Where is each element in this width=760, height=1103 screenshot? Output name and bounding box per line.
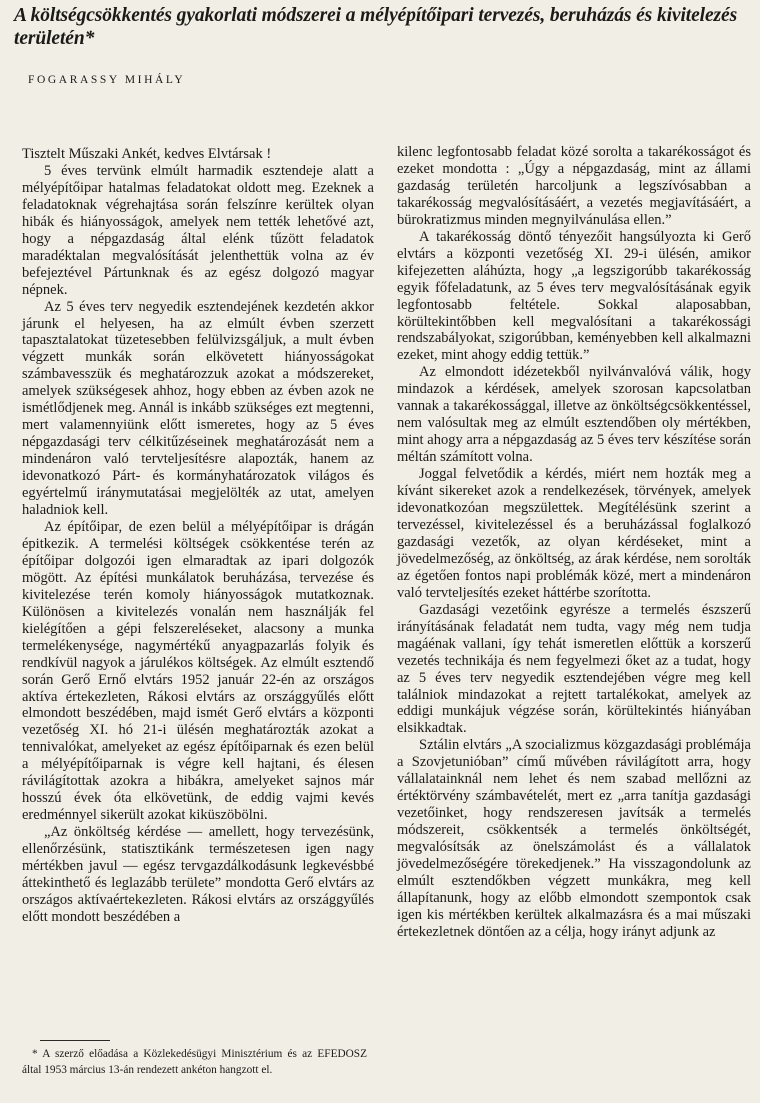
paragraph: Az elmondott idézetekből nyilvánvalóvá válik, hogy mindazok a kérdések, amelyek szorosan kapcsolatban vannak a takarékossággal, illetve az önköltségcsökkentéssel, nem valósultak meg az elmúlt esztendőben oly mértékben, mint ahogy arra a népgazdaság az 5 éves terv készítése során méltán számított volna. — [397, 364, 751, 466]
article-title: A költségcsökkentés gyakorlati módszerei a mélyépítőipari tervezés, beruházás és kivitelezés területén* — [14, 5, 738, 49]
paragraph: Sztálin elvtárs „A szocializmus közgazdasági problémája a Szovjetunióban” című művében rávilágított arra, hogy vállalatainknál nem lehet és nem szabad mellőzni az értéktörvény számbavételét, mert ez „arra tanítja gazdasági vezetőinket, hogy rendszeresen javítsák a termelés módszereit, csökkentsék a termelés önköltségét, megvalósítsák az önelszámolást és a vállalatok jövedelmezőségére törekedjenek.” Ha visszagondolunk az elmúlt esztendőkben végzett munkákra, meg kell állapítanunk, hogy az előbb elmondott szempontok csak igen kis mértékben kerültek alkalmazásra és a mai műszaki értekezletnek döntően az a célja, hogy irányt adjunk az — [397, 737, 751, 940]
footnote — [22, 1047, 367, 1078]
paragraph: Gazdasági vezetőink egyrésze a termelés észszerű irányításának feladatát nem tudta, vagy még nem tudja magáénak vallani, így tehát ismeretlen előttük a korszerű vezetés technikája és nem fegyelmezi őket az a tudat, hogy az 5 éves terv negyedik esztendejében végre meg kell találniok mindazokat a rejtett tartalékokat, amelyek az eddigi munkájuk végzése során, körültekintés hiányában elsikkadtak. — [397, 601, 751, 737]
paragraph: 5 éves tervünk elmúlt harmadik esztendeje alatt a mélyépítőipar hatalmas feladatokat oldott meg. Ezeknek a feladatoknak végrehajtása során felszínre kerültek olyan hibák és hiányosságok, amelyek nem tették lehetővé azt, hogy a népgazdaság által elénk tűzött feladatok maradéktalan megvalósítását jelenthettük volna az év befejeztével Pártunknak és az egész dolgozó magyar népnek. — [22, 162, 374, 298]
paragraph: kilenc legfontosabb feladat közé sorolta a takarékosságot és ezeket mondotta : „Úgy a népgazdaság, mint az állami gazdaság területén harcoljunk a legszívósabban a takarékosság megvalósításáért, a vezetés megjavításáért, a bürokratizmus minden megnyilvánulása ellen.” — [397, 144, 751, 228]
paragraph: Az 5 éves terv negyedik esztendejének kezdetén akkor járunk el helyesen, ha az elmúlt évben szerzett tapasztalatokat tüzetesebben felülvizsgáljuk, a mult évben végzett munkák során elkövetett hiányosságokat számbavesszük és meghatározzuk azokat a módszereket, amelyek szükségesek ahhoz, hogy ebben az évben azok ne ismétlődjenek meg. Annál is inkább szükséges ezt megtenni, mert valamennyiünk előtt ismeretes, hogy az 5 éves népgazdasági terv célkitűzéseinek meghatározását nem a mindenáron való tervteljesítésre alapozták, hanem az idevonatkozó Párt- és kormányhatározatok világos és egyértelmű iránymutatásai megjelölték az utat, amelyen haladniok kell. — [22, 298, 374, 519]
salutation: Tisztelt Műszaki Ankét, kedves Elvtársak ! — [22, 146, 272, 162]
paragraph: „Az önköltség kérdése — amellett, hogy tervezésünk, ellenőrzésünk, statisztikánk természetesen igen nagy mértékben javul — egész tervgazdálkodásunk legkevésbbé áttekinthető és leglazább területe” mondotta Gerő elvtárs az országos aktívaértekezleten. Rákosi elvtárs az országgyűlés előtt mondott beszédében a — [22, 824, 374, 925]
paragraph: Az építőipar, de ezen belül a mélyépítőipar is drágán épitkezik. A termelési költségek csökkentése terén az építőipar dolgozói igen elmaradtak az ipari dolgozók mögött. Az építési munkálatok beruházása, tervezése és kivitelezése terén komoly hiányosságok mutatkoznak. Különösen a kivitelezés vonalán nem használják fel kielégítően a gépi felszereléseket, alacsony a munka termelékenysége, nagymértékű anyagpazarlás folyik és rendkívül nagyok a járulékos költségek. Az elmúlt esztendő során Gerő Ernő elvtárs 1952 január 22-én az országos aktíva értekezleten, Rákosi elvtárs az országgyűlés előtt elmondott beszédében, majd ismét Gerő elvtárs a központi vezetőség XI. hó 21-i ülésén meghatározták azokat a tennivalókat, amelyeket az egész építőiparnak és ezen belül a mélyépítőiparnak is végre kell hajtani, és élesen rávilágítottak azokra a hibákra, amelyeket sajnos már hosszú évek óta elkövetünk, de eddig vajmi kevés eredménnyel sikerült azokat kiküszöbölni. — [22, 518, 374, 824]
paragraph: A takarékosság döntő tényezőit hangsúlyozta ki Gerő elvtárs a központi vezetőség XI. 29-i ülésén, amikor kifejezetten aláhúzta, hogy „a legszigorúbb takarékosság egyik főfeladatunk, az 5 éves terv megvalósításának egyik legfontosabb feltétele. Sokkal alaposabban, körültekintőbben kell megvalósítani a takarékossági rendszabályokat, szigorúbban, keményebben kell alkalmazni ezeket, mint ahogy eddig tettük.” — [397, 228, 751, 364]
article-author: FOGARASSY MIHÁLY — [28, 74, 186, 86]
left-column — [22, 146, 374, 926]
right-column — [397, 144, 751, 941]
footnote-text: * A szerző előadása a Közlekedésügyi Minisztérium és az EFEDOSZ által 1953 március 13-án rendezett ankéton hangzott el. — [22, 1048, 367, 1076]
footnote-rule — [40, 1040, 110, 1041]
paragraph: Joggal felvetődik a kérdés, miért nem hozták meg a kívánt sikereket azok a rendelkezések, törvények, amelyek idevonatkozóan megszülettek. Megítélésünk szerint a tervezéssel, kivitelezéssel és a beruházással foglalkozó gazdasági vezetők, az olyan kérdéseket, mint a jövedelmezőség, az önköltség, az árak kérdése, nem sorolták az égetően fontos napi problémák közé, mert a mindenáron való tervteljesítés ezeket háttérbe szorította. — [397, 466, 751, 601]
